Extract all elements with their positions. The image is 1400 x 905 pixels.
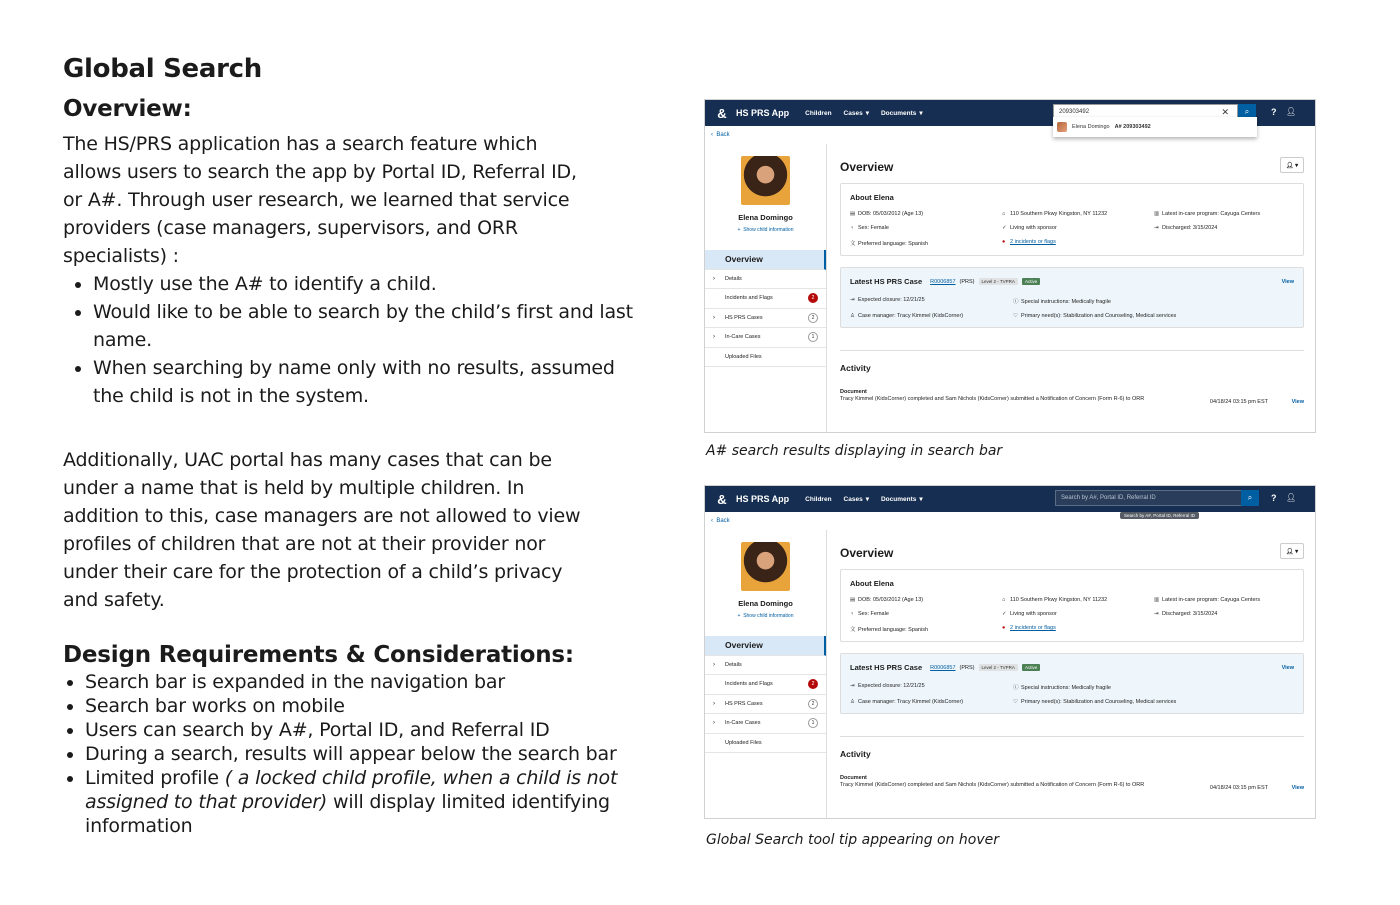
building-icon: ▥ — [1154, 211, 1160, 217]
help-icon[interactable]: ? — [1271, 107, 1277, 117]
count-badge: 1 — [808, 332, 818, 342]
count-badge: 1 — [808, 718, 818, 728]
child-name: Elena Domingo — [738, 213, 793, 222]
close-icon[interactable]: ✕ — [1221, 107, 1229, 117]
home-icon: ⌂ — [1002, 211, 1006, 217]
search-input[interactable]: Search by A#, Portal ID, Referral ID — [1055, 490, 1243, 506]
back-link[interactable]: ‹ Back — [711, 518, 730, 524]
nav-bar — [705, 486, 1315, 512]
back-link[interactable]: ‹ Back — [711, 132, 730, 138]
info-icon: ⓘ — [1013, 299, 1019, 305]
view-link[interactable]: View — [1281, 278, 1294, 285]
sidebar-item-overview[interactable]: Overview — [705, 636, 826, 656]
chevron-right-icon: › — [713, 334, 715, 341]
person-icon: ♙ — [850, 313, 855, 319]
hs-case-card: Latest HS PRS Case R0006857 (PRS) Level 2 - TVPRA Active View ⇥ Expected closure: 12/21/25 ⓘ Special instructions: Medically fragile ♙ Case manager: Tracy Kimmel (KidsCorner) ♡ Primary need(s): Stabilization and Counseling, Medical services — [840, 653, 1304, 714]
requirements-heading: Design Requirements & Considerations: — [63, 642, 574, 668]
app-name[interactable]: HS PRS App — [736, 494, 790, 504]
calendar-icon: ▤ — [850, 211, 856, 217]
search-button[interactable] — [1241, 490, 1259, 506]
requirement-item: • Users can search by A#, Portal ID, and Referral ID — [85, 718, 643, 742]
avatar — [1057, 122, 1067, 132]
status-badge: Active — [1022, 278, 1040, 285]
nav-cases[interactable]: Cases ▾ — [843, 109, 869, 117]
chevron-down-icon: ▾ — [919, 110, 923, 117]
check-icon: ✓ — [1002, 611, 1007, 617]
screenshot-tooltip — [704, 485, 1316, 819]
exit-icon: ⇥ — [1154, 225, 1159, 231]
sidebar-item-uploaded-files[interactable]: Uploaded Files — [705, 734, 826, 754]
show-info-link[interactable]: + Show child information — [737, 613, 794, 619]
language-icon: 文 — [850, 241, 856, 247]
search-input[interactable]: 209303492 ✕ — [1053, 104, 1238, 120]
findings-list — [93, 270, 643, 410]
chevron-down-icon: ▾ — [919, 496, 923, 503]
help-icon[interactable]: ? — [1271, 493, 1277, 503]
req-pre: Limited profile — [85, 767, 225, 789]
activity-item: Document Tracy Kimmel (KidsCorner) completed and Sam Nichols (KidsCorner) submitted a Notification of Concern (Form R-6) to ORR 04/18/24 03:15 pm EST View — [840, 389, 1304, 405]
sidebar — [705, 530, 827, 819]
building-icon: ▥ — [1154, 597, 1160, 603]
caption-2: Global Search tool tip appearing on hover — [706, 832, 1000, 848]
chevron-right-icon: › — [713, 700, 715, 707]
chevron-right-icon: › — [713, 661, 715, 668]
check-icon: ✓ — [1002, 225, 1007, 231]
view-link[interactable]: View — [1281, 664, 1294, 671]
level-tag: Level 2 - TVPRA — [979, 664, 1018, 671]
sidebar-item-incidents[interactable]: Incidents and Flags 2 — [705, 289, 826, 309]
finding-item: • Would like to be able to search by the child’s first and last name. — [93, 298, 643, 354]
count-badge: 2 — [808, 313, 818, 323]
user-menu-button[interactable]: 👤︎ ▾ — [1280, 543, 1304, 559]
sidebar-item-incidents[interactable]: Incidents and Flags 2 — [705, 675, 826, 695]
hs-case-card: Latest HS PRS Case R0006857 (PRS) Level 2 - TVPRA Active View ⇥ Expected closure: 12/21/25 ⓘ Special instructions: Medically fragile ♙ Case manager: Tracy Kimmel (KidsCorner) ♡ Primary need(s): Stabilization and Counseling, Medical services — [840, 267, 1304, 328]
case-id-link[interactable]: R0006857 — [930, 278, 956, 285]
user-menu-button[interactable]: 👤︎ ▾ — [1280, 157, 1304, 173]
chevron-right-icon: › — [713, 720, 715, 727]
search-tooltip: Search by A#, Portal ID, Referral ID — [1120, 512, 1199, 519]
person-icon: ♙ — [850, 699, 855, 705]
show-info-link[interactable]: + Show child information — [737, 227, 794, 233]
gender-icon: ♀ — [850, 611, 855, 617]
overview-heading: Overview: — [63, 96, 192, 122]
gender-icon: ♀ — [850, 225, 855, 231]
req-post: will display limited identifying information — [85, 791, 610, 837]
about-title: About Elena — [850, 579, 894, 588]
requirement-item: • Search bar is expanded in the navigation bar — [85, 670, 643, 694]
req-italic: ( a locked child profile, when a child is not assigned to that provider) — [85, 767, 618, 813]
requirement-item — [85, 766, 643, 838]
app-logo-icon[interactable]: & — [717, 491, 727, 507]
nav-children[interactable]: Children — [805, 495, 832, 503]
level-tag: Level 2 - TVPRA — [979, 278, 1018, 285]
nav-documents[interactable]: Documents ▾ — [880, 495, 923, 503]
sidebar-item-hs-prs-cases[interactable]: › HS PRS Cases 2 — [705, 309, 826, 329]
sidebar-item-overview[interactable]: Overview — [705, 250, 826, 270]
app-logo-icon[interactable]: & — [717, 105, 727, 121]
page-title: Global Search — [63, 54, 262, 84]
chevron-right-icon: › — [713, 314, 715, 321]
left-column — [63, 52, 643, 838]
screenshot-search-results — [704, 99, 1316, 433]
activity-heading: Activity — [840, 749, 871, 759]
search-icon: ⌕ — [1244, 107, 1250, 116]
main-content — [840, 530, 1304, 791]
exit-icon: ⇥ — [850, 683, 855, 689]
heart-icon: ♡ — [1013, 699, 1018, 705]
nav-cases[interactable]: Cases ▾ — [843, 495, 869, 503]
chevron-right-icon: › — [713, 275, 715, 282]
nav-children[interactable]: Children — [805, 109, 832, 117]
about-title: About Elena — [850, 193, 894, 202]
requirements-list — [85, 670, 643, 838]
user-icon[interactable]: 👤︎ — [1286, 107, 1297, 116]
count-badge: 2 — [808, 699, 818, 709]
nav-documents[interactable]: Documents ▾ — [880, 109, 923, 117]
user-icon[interactable]: 👤︎ — [1286, 493, 1297, 502]
alert-dot-icon: ● — [1002, 625, 1006, 631]
heart-icon: ♡ — [1013, 313, 1018, 319]
alert-dot-icon: ● — [1002, 239, 1006, 245]
search-result-item[interactable]: Elena Domingo A# 209303492 — [1053, 117, 1257, 137]
main-content — [840, 144, 1304, 405]
overview-title: Overview 👤︎ ▾ — [840, 546, 1304, 560]
sidebar — [705, 144, 827, 433]
status-badge: Active — [1022, 664, 1040, 671]
requirement-item: • Search bar works on mobile — [85, 694, 643, 718]
sidebar-item-uploaded-files[interactable]: Uploaded Files — [705, 348, 826, 368]
intro-text: The HS/PRS application has a search feature which allows users to search the app by Portal ID, Referral ID, or A#. Through user research, we learned that service providers (case managers, supervisors, and ORR specialists) : — [63, 133, 577, 267]
case-id-link[interactable]: R0006857 — [930, 664, 956, 671]
requirement-item: • During a search, results will appear below the search bar — [85, 742, 643, 766]
chevron-down-icon: ▾ — [865, 496, 869, 503]
language-icon: 文 — [850, 627, 856, 633]
count-badge: 2 — [808, 679, 818, 689]
hs-case-title: Latest HS PRS Case — [850, 663, 923, 672]
finding-item: • Mostly use the A# to identify a child. — [93, 270, 643, 298]
count-badge: 2 — [808, 293, 818, 303]
exit-icon: ⇥ — [1154, 611, 1159, 617]
sidebar-item-details[interactable]: › Details — [705, 656, 826, 676]
sidebar-item-hs-prs-cases[interactable]: › HS PRS Cases 2 — [705, 695, 826, 715]
incidents-link[interactable]: 2 incidents or flags — [1010, 239, 1056, 245]
finding-item: • When searching by name only with no results, assumed the child is not in the system. — [93, 354, 643, 410]
search-icon: ⌕ — [1247, 493, 1253, 502]
info-icon: ⓘ — [1013, 685, 1019, 691]
view-link[interactable]: View — [1291, 785, 1304, 791]
home-icon: ⌂ — [1002, 597, 1006, 603]
child-name: Elena Domingo — [738, 599, 793, 608]
calendar-icon: ▤ — [850, 597, 856, 603]
hs-case-title: Latest HS PRS Case — [850, 277, 923, 286]
avatar — [741, 542, 790, 591]
view-link[interactable]: View — [1291, 399, 1304, 405]
sidebar-item-in-care-cases[interactable]: › In-Care Cases 1 — [705, 714, 826, 734]
exit-icon: ⇥ — [850, 297, 855, 303]
overview-title: Overview 👤︎ ▾ — [840, 160, 1304, 174]
additional-text: Additionally, UAC portal has many cases that can be under a name that is held by multiple children. In addition to this, case managers are not allowed to view profiles of children that are not at their provider nor under their care for the protection of a child’s privacy and safety. — [63, 449, 581, 611]
caption-1: A# search results displaying in search bar — [706, 443, 1003, 459]
avatar — [741, 156, 790, 205]
app-name[interactable]: HS PRS App — [736, 108, 790, 118]
about-card: About Elena ▤ DOB: 05/03/2012 (Age 13) ⌂ 110 Southern Pkwy Kingston, NY 11232 ▥ Latest in-care program: Cayuga Centers ♀ Sex: Female ✓ Living with sponsor ⇥ Discharged: 3/15/2024 文 Preferred language: Spanish ● 2 incidents or flags — [840, 569, 1304, 642]
activity-heading: Activity — [840, 363, 871, 373]
sidebar-item-in-care-cases[interactable]: › In-Care Cases 1 — [705, 328, 826, 348]
sidebar-item-details[interactable]: › Details — [705, 270, 826, 290]
activity-item: Document Tracy Kimmel (KidsCorner) completed and Sam Nichols (KidsCorner) submitted a Notification of Concern (Form R-6) to ORR 04/18/24 03:15 pm EST View — [840, 775, 1304, 791]
incidents-link[interactable]: 2 incidents or flags — [1010, 625, 1056, 631]
chevron-down-icon: ▾ — [865, 110, 869, 117]
about-card: About Elena ▤ DOB: 05/03/2012 (Age 13) ⌂ 110 Southern Pkwy Kingston, NY 11232 ▥ Latest in-care program: Cayuga Centers ♀ Sex: Female ✓ Living with sponsor ⇥ Discharged: 3/15/2024 文 Preferred language: Spanish ● 2 incidents or flags — [840, 183, 1304, 256]
